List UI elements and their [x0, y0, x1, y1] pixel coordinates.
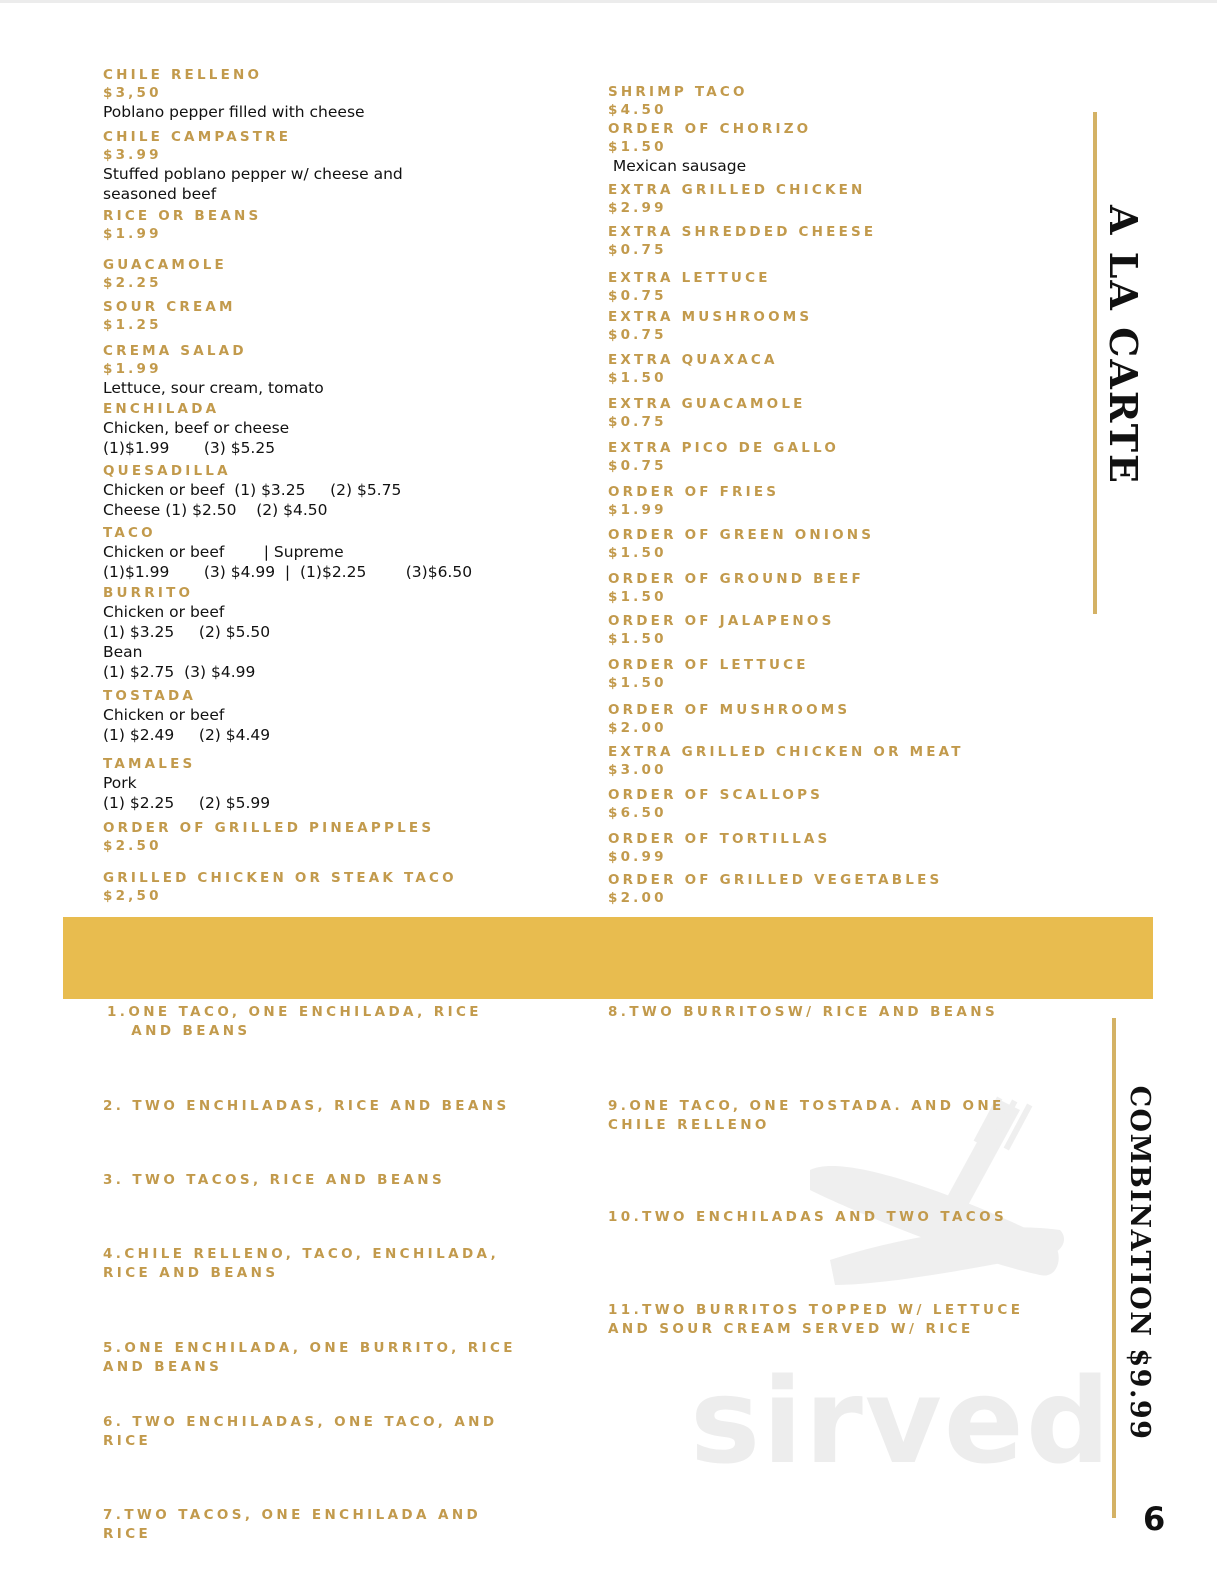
item-price: $1.50: [608, 589, 667, 605]
combo-line: RICE: [103, 1526, 152, 1542]
menu-item: [103, 869, 457, 905]
item-name: QUESADILLA: [103, 463, 231, 479]
item-desc: Chicken or beef: [103, 603, 225, 621]
item-name: ORDER OF MUSHROOMS: [608, 702, 851, 718]
item-price: $3.00: [608, 762, 667, 778]
item-name: RICE OR BEANS: [103, 208, 262, 224]
menu-item: [103, 462, 401, 520]
item-desc: Chicken, beef or cheese: [103, 419, 290, 437]
combo-line: 4.CHILE RELLENO, TACO, ENCHILADA,: [103, 1246, 500, 1262]
menu-item: [103, 584, 270, 682]
menu-item: [608, 439, 839, 475]
item-name: ORDER OF GREEN ONIONS: [608, 527, 875, 543]
item-desc: Poblano pepper filled with cheese: [103, 103, 365, 121]
item-name: ORDER OF CHORIZO: [608, 121, 812, 137]
item-price: $0.75: [608, 414, 667, 430]
combination-rule: [1112, 1018, 1116, 1518]
item-price: $1.50: [608, 631, 667, 647]
menu-item: [103, 256, 227, 292]
combo-line: 7.TWO TACOS, ONE ENCHILADA AND: [103, 1507, 482, 1523]
menu-item: [608, 483, 779, 519]
item-desc: (1) $2.49 (2) $4.49: [103, 726, 271, 744]
combo-line: AND BEANS: [103, 1359, 223, 1375]
item-price: $2.50: [103, 838, 162, 854]
combination-title: COMBINATION $9.99: [1124, 1085, 1155, 1441]
item-desc: Pork: [103, 774, 137, 792]
combo-line: 5.ONE ENCHILADA, ONE BURRITO, RICE: [103, 1340, 516, 1356]
item-price: $1.25: [103, 317, 162, 333]
item-name: SHRIMP TACO: [608, 84, 748, 100]
item-price: $6.50: [608, 805, 667, 821]
item-name: GUACAMOLE: [103, 257, 227, 273]
item-desc: (1) $3.25 (2) $5.50: [103, 623, 271, 641]
item-name: ORDER OF JALAPENOS: [608, 613, 835, 629]
menu-item: [608, 871, 942, 907]
item-name: BURRITO: [103, 585, 194, 601]
menu-item: [608, 181, 866, 217]
item-name: EXTRA MUSHROOMS: [608, 309, 813, 325]
menu-item: [103, 400, 289, 458]
combo-line: 9.ONE TACO, ONE TOSTADA. AND ONE: [608, 1098, 1005, 1114]
item-price: $1.99: [608, 502, 667, 518]
item-desc: Lettuce, sour cream, tomato: [103, 379, 324, 397]
combo-item: [608, 1097, 1005, 1135]
menu-item: [608, 830, 830, 866]
item-name: TACO: [103, 525, 156, 541]
combo-item: [103, 1097, 510, 1116]
item-name: EXTRA GRILLED CHICKEN OR MEAT: [608, 744, 964, 760]
item-desc: Chicken or beef: [103, 706, 225, 724]
menu-item: [608, 570, 864, 606]
item-price: $2.00: [608, 890, 667, 906]
combo-line: RICE AND BEANS: [103, 1265, 279, 1281]
item-name: CREMA SALAD: [103, 343, 247, 359]
menu-item: [608, 223, 876, 259]
item-name: ORDER OF LETTUCE: [608, 657, 809, 673]
menu-item: [608, 743, 964, 779]
menu-item: [608, 308, 812, 344]
combo-item: [608, 1208, 1007, 1227]
combo-line: AND BEANS: [107, 1023, 251, 1039]
item-name: EXTRA LETTUCE: [608, 270, 771, 286]
item-name: CHILE RELLENO: [103, 67, 263, 83]
item-price: $1.50: [608, 139, 667, 155]
item-price: $0.75: [608, 327, 667, 343]
section-divider-band: [63, 917, 1153, 999]
item-price: $0.75: [608, 242, 667, 258]
item-desc: (1) $2.75 (3) $4.99: [103, 663, 256, 681]
item-name: EXTRA GRILLED CHICKEN: [608, 182, 866, 198]
item-desc: (1)$1.99 (3) $4.99 | (1)$2.25 (3)$6.50: [103, 563, 473, 581]
item-desc: (1) $2.25 (2) $5.99: [103, 794, 271, 812]
combo-item: [107, 1003, 482, 1041]
item-desc: Chicken or beef (1) $3.25 (2) $5.75: [103, 481, 402, 499]
menu-item: [103, 66, 365, 122]
combo-item: [103, 1506, 481, 1544]
item-name: TOSTADA: [103, 688, 197, 704]
a-la-carte-rule: [1093, 112, 1097, 614]
menu-item: [103, 755, 270, 813]
item-desc: Bean: [103, 643, 143, 661]
item-price: $1.50: [608, 370, 667, 386]
item-name: ORDER OF SCALLOPS: [608, 787, 824, 803]
item-price: $1.99: [103, 361, 162, 377]
combo-line: 8.TWO BURRITOSW/ RICE AND BEANS: [608, 1004, 999, 1020]
menu-item: [608, 786, 823, 822]
a-la-carte-title: A LA CARTE: [1101, 204, 1146, 486]
watermark-text: sirved: [690, 1352, 1113, 1490]
item-price: $1.50: [608, 675, 667, 691]
menu-item: [608, 612, 835, 648]
menu-item: [103, 342, 324, 398]
item-desc: Cheese (1) $2.50 (2) $4.50: [103, 501, 328, 519]
menu-item: [103, 524, 472, 582]
item-name: EXTRA GUACAMOLE: [608, 396, 806, 412]
menu-item: [608, 269, 771, 305]
item-name: SOUR CREAM: [103, 299, 236, 315]
menu-item: [608, 83, 748, 119]
item-name: EXTRA SHREDDED CHEESE: [608, 224, 877, 240]
item-name: ORDER OF GROUND BEEF: [608, 571, 864, 587]
combo-line: RICE: [103, 1433, 152, 1449]
menu-item: [608, 395, 806, 431]
item-price: $2.99: [608, 200, 667, 216]
menu-item: [103, 819, 434, 855]
item-desc: Stuffed poblano pepper w/ cheese and: [103, 165, 403, 183]
item-name: ORDER OF FRIES: [608, 484, 780, 500]
item-name: EXTRA PICO DE GALLO: [608, 440, 840, 456]
menu-item: [608, 526, 874, 562]
menu-item: [608, 120, 811, 176]
item-desc: Mexican sausage: [608, 157, 747, 175]
item-price: $4.50: [608, 102, 667, 118]
item-name: GRILLED CHICKEN OR STEAK TACO: [103, 870, 457, 886]
item-name: TAMALES: [103, 756, 196, 772]
menu-item: [608, 701, 850, 737]
item-price: $0.75: [608, 288, 667, 304]
item-price: $1.50: [608, 545, 667, 561]
item-price: $2.25: [103, 275, 162, 291]
item-name: EXTRA QUAXACA: [608, 352, 778, 368]
item-price: $3,50: [103, 85, 162, 101]
item-desc: (1)$1.99 (3) $5.25: [103, 439, 276, 457]
combo-item: [103, 1413, 497, 1451]
combo-line: 3. TWO TACOS, RICE AND BEANS: [103, 1172, 446, 1188]
combo-line: 10.TWO ENCHILADAS AND TWO TACOS: [608, 1209, 1008, 1225]
top-border: [0, 0, 1217, 3]
combo-line: 11.TWO BURRITOS TOPPED W/ LETTUCE: [608, 1302, 1024, 1318]
combo-line: 2. TWO ENCHILADAS, RICE AND BEANS: [103, 1098, 510, 1114]
menu-item: [103, 298, 236, 334]
item-price: $2.00: [608, 720, 667, 736]
item-desc: Chicken or beef | Supreme: [103, 543, 344, 561]
combo-item: [103, 1339, 516, 1377]
combo-item: [608, 1301, 1023, 1339]
combo-line: AND SOUR CREAM SERVED W/ RICE: [608, 1321, 974, 1337]
item-price: $0.99: [608, 849, 667, 865]
item-price: $0.75: [608, 458, 667, 474]
menu-item: [103, 128, 403, 204]
combo-line: 1.ONE TACO, ONE ENCHILADA, RICE: [107, 1004, 482, 1020]
item-price: $3.99: [103, 147, 162, 163]
menu-item: [608, 656, 809, 692]
menu-item: [103, 687, 270, 745]
item-price: $1.99: [103, 226, 162, 242]
menu-item: [103, 207, 261, 243]
combo-item: [103, 1245, 499, 1283]
item-price: $2,50: [103, 888, 162, 904]
combo-line: 6. TWO ENCHILADAS, ONE TACO, AND: [103, 1414, 498, 1430]
item-name: ORDER OF GRILLED VEGETABLES: [608, 872, 943, 888]
item-name: CHILE CAMPASTRE: [103, 129, 292, 145]
combo-item: [103, 1171, 445, 1190]
item-name: ORDER OF GRILLED PINEAPPLES: [103, 820, 435, 836]
item-desc: seasoned beef: [103, 185, 217, 203]
menu-item: [608, 351, 778, 387]
item-name: ORDER OF TORTILLAS: [608, 831, 831, 847]
combo-line: CHILE RELLENO: [608, 1117, 770, 1133]
page-number: 6: [1143, 1500, 1166, 1538]
item-name: ENCHILADA: [103, 401, 220, 417]
combo-item: [608, 1003, 998, 1022]
